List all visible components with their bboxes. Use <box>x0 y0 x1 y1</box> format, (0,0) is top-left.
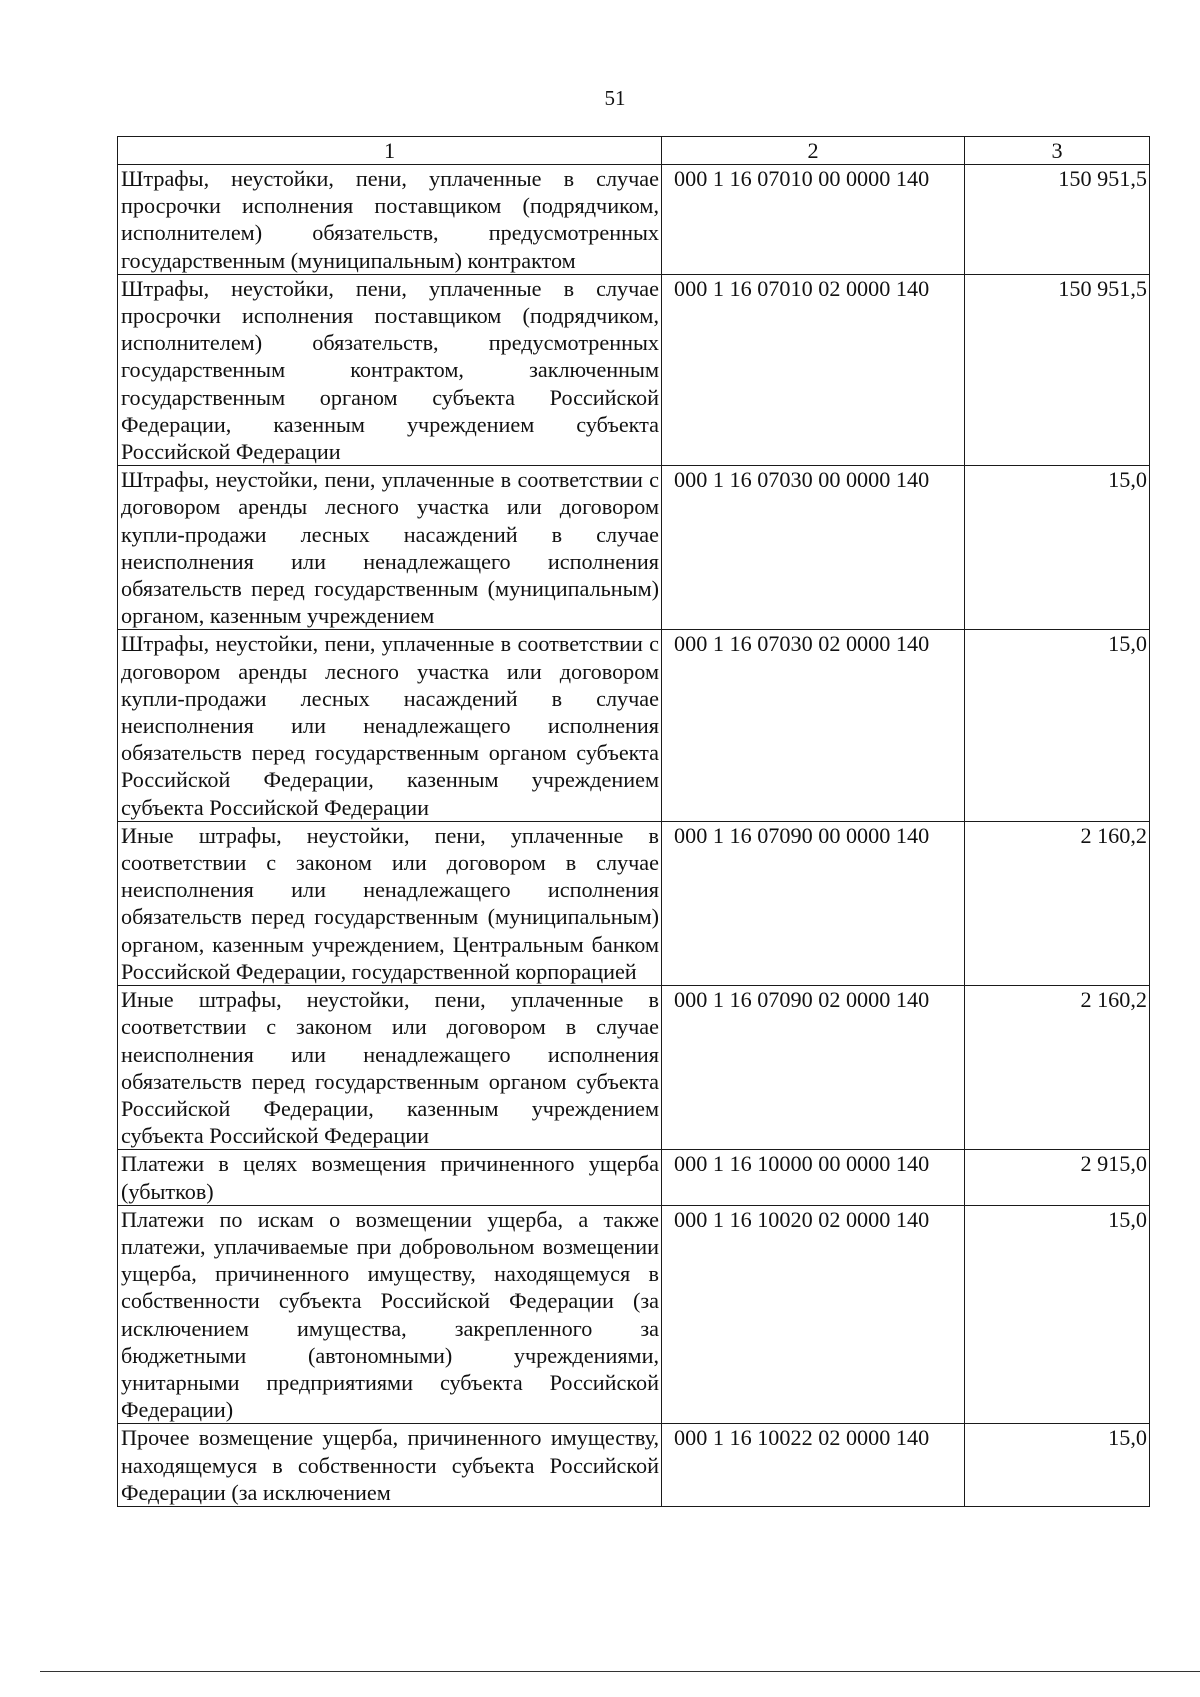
row-code: 000 1 16 07030 00 0000 140 <box>662 466 965 630</box>
footer-rule <box>40 1671 1200 1672</box>
table-header-row <box>118 137 1150 165</box>
table-row <box>118 630 1150 821</box>
row-amount: 15,0 <box>965 630 1150 821</box>
row-code: 000 1 16 07030 02 0000 140 <box>662 630 965 821</box>
row-description: Штрафы, неустойки, пени, уплаченные в случае просрочки исполнения поставщиком (подрядчиком, исполнителем) обязательств, предусмотренных государственным (муниципальным) контрактом <box>118 165 662 275</box>
table-row <box>118 986 1150 1150</box>
table-row <box>118 1150 1150 1205</box>
row-amount: 2 160,2 <box>965 986 1150 1150</box>
row-amount: 15,0 <box>965 1205 1150 1424</box>
column-header-description: 1 <box>118 137 662 165</box>
row-description: Платежи по искам о возмещении ущерба, а также платежи, уплачиваемые при добровольном возмещении ущерба, причиненного имуществу, находящемуся в собственности субъекта Российской Федерации (за исключением имущества, закрепленного за бюджетными (автономными) учреждениями, унитарными предприятиями субъекта Российской Федерации) <box>118 1205 662 1424</box>
row-amount: 2 160,2 <box>965 821 1150 985</box>
row-code: 000 1 16 07010 00 0000 140 <box>662 165 965 275</box>
row-description: Прочее возмещение ущерба, причиненного имуществу, находящемуся в собственности субъекта Российской Федерации (за исключением <box>118 1424 662 1507</box>
row-amount: 15,0 <box>965 1424 1150 1507</box>
row-code: 000 1 16 10020 02 0000 140 <box>662 1205 965 1424</box>
row-description: Штрафы, неустойки, пени, уплаченные в случае просрочки исполнения поставщиком (подрядчиком, исполнителем) обязательств, предусмотренных государственным контрактом, заключенным государственным органом субъекта Российской Федерации, казенным учреждением субъекта Российской Федерации <box>118 274 662 465</box>
row-code: 000 1 16 10000 00 0000 140 <box>662 1150 965 1205</box>
row-amount: 2 915,0 <box>965 1150 1150 1205</box>
table-row <box>118 165 1150 275</box>
budget-revenue-table <box>117 136 1150 1507</box>
table-row <box>118 1424 1150 1507</box>
table-row <box>118 274 1150 465</box>
row-code: 000 1 16 07010 02 0000 140 <box>662 274 965 465</box>
row-code: 000 1 16 10022 02 0000 140 <box>662 1424 965 1507</box>
table-row <box>118 466 1150 630</box>
table-row <box>118 1205 1150 1424</box>
row-amount: 150 951,5 <box>965 165 1150 275</box>
row-description: Штрафы, неустойки, пени, уплаченные в соответствии с договором аренды лесного участка или договором купли-продажи лесных насаждений в случае неисполнения или ненадлежащего исполнения обязательств перед государственным органом субъекта Российской Федерации, казенным учреждением субъекта Российской Федерации <box>118 630 662 821</box>
row-description: Иные штрафы, неустойки, пени, уплаченные в соответствии с законом или договором в случае неисполнения или ненадлежащего исполнения обязательств перед государственным органом субъекта Российской Федерации, казенным учреждением субъекта Российской Федерации <box>118 986 662 1150</box>
table-row <box>118 821 1150 985</box>
row-description: Платежи в целях возмещения причиненного ущерба (убытков) <box>118 1150 662 1205</box>
row-amount: 150 951,5 <box>965 274 1150 465</box>
row-code: 000 1 16 07090 02 0000 140 <box>662 986 965 1150</box>
row-code: 000 1 16 07090 00 0000 140 <box>662 821 965 985</box>
row-description: Иные штрафы, неустойки, пени, уплаченные в соответствии с законом или договором в случае неисполнения или ненадлежащего исполнения обязательств перед государственным (муниципальным) органом, казенным учреждением, Центральным банком Российской Федерации, государственной корпорацией <box>118 821 662 985</box>
column-header-code: 2 <box>662 137 965 165</box>
row-description: Штрафы, неустойки, пени, уплаченные в соответствии с договором аренды лесного участка или договором купли-продажи лесных насаждений в случае неисполнения или ненадлежащего исполнения обязательств перед государственным (муниципальным) органом, казенным учреждением <box>118 466 662 630</box>
column-header-amount: 3 <box>965 137 1150 165</box>
page-number: 51 <box>604 86 626 110</box>
row-amount: 15,0 <box>965 466 1150 630</box>
